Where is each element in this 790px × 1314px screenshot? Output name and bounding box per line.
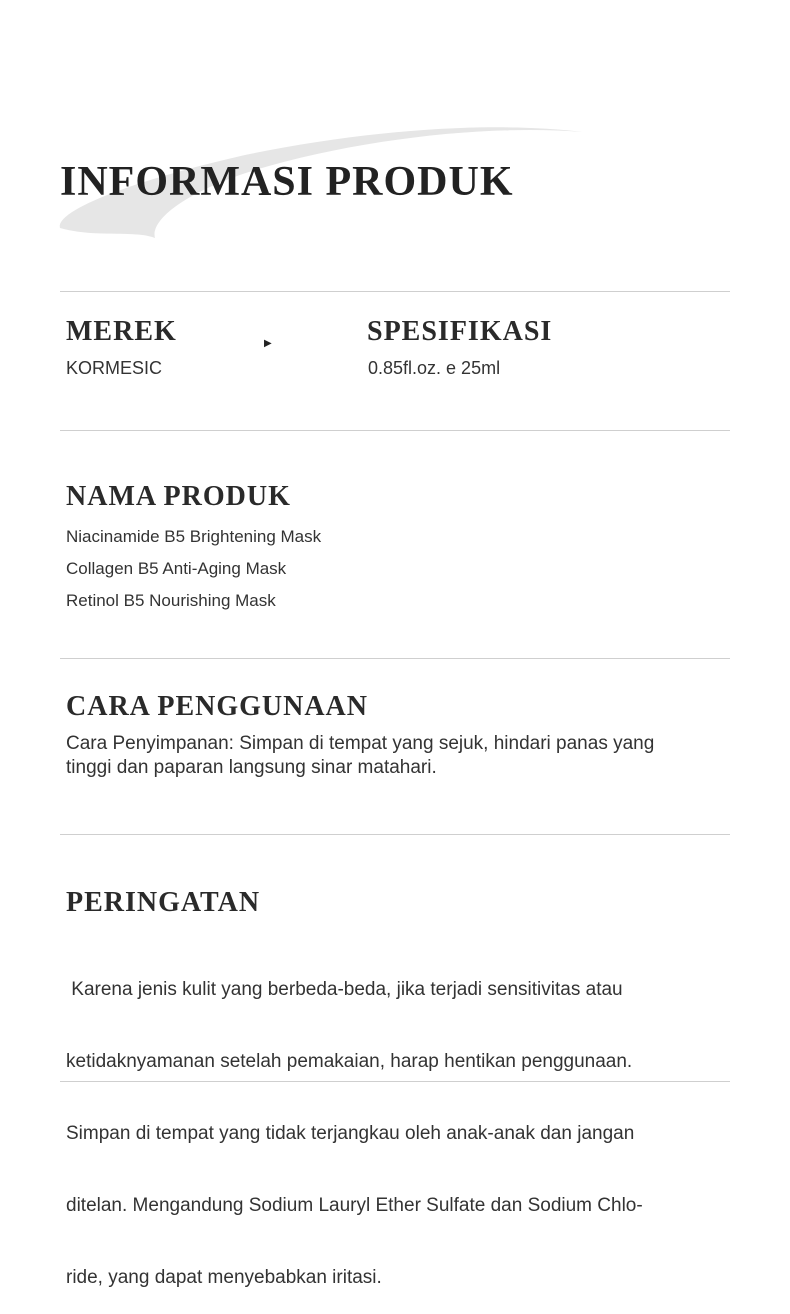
spec-value: 0.85fl.oz. e 25ml [368,358,501,378]
product-item: Retinol B5 Nourishing Mask [66,591,276,610]
brand-heading: MEREK [66,316,177,347]
warning-line: ditelan. Mengandung Sodium Lauryl Ether Sulfate dan Sodium Chlo- [66,1195,643,1216]
warning-line: Karena jenis kulit yang berbeda-beda, jika terjadi sensitivitas atau [66,979,623,1000]
arrow-right-icon: ▶ [264,338,272,349]
usage-heading: CARA PENGGUNAAN [66,691,368,722]
warning-line: ketidaknyamanan setelah pemakaian, harap hentikan penggunaan. [66,1051,633,1072]
usage-line: Cara Penyimpanan: Simpan di tempat yang sejuk, hindari panas yang [66,733,655,754]
warning-heading: PERINGATAN [66,887,261,918]
divider-3 [60,658,730,659]
usage-text [66,732,736,780]
divider-1 [60,291,730,292]
warning-text [66,930,736,1314]
warning-line: Simpan di tempat yang tidak terjangkau oleh anak-anak dan jangan [66,1123,635,1144]
page-title: INFORMASI PRODUK [60,159,514,205]
usage-line: tinggi dan paparan langsung sinar matahari. [66,757,437,778]
divider-2 [60,430,730,431]
product-item: Collagen B5 Anti-Aging Mask [66,559,287,578]
divider-5 [60,1081,730,1082]
product-list [66,521,321,617]
divider-4 [60,834,730,835]
warning-line: ride, yang dapat menyebabkan iritasi. [66,1267,382,1288]
product-name-heading: NAMA PRODUK [66,481,291,512]
spec-heading: SPESIFIKASI [367,316,553,347]
product-item: Niacinamide B5 Brightening Mask [66,527,322,546]
brand-value: KORMESIC [66,358,163,378]
